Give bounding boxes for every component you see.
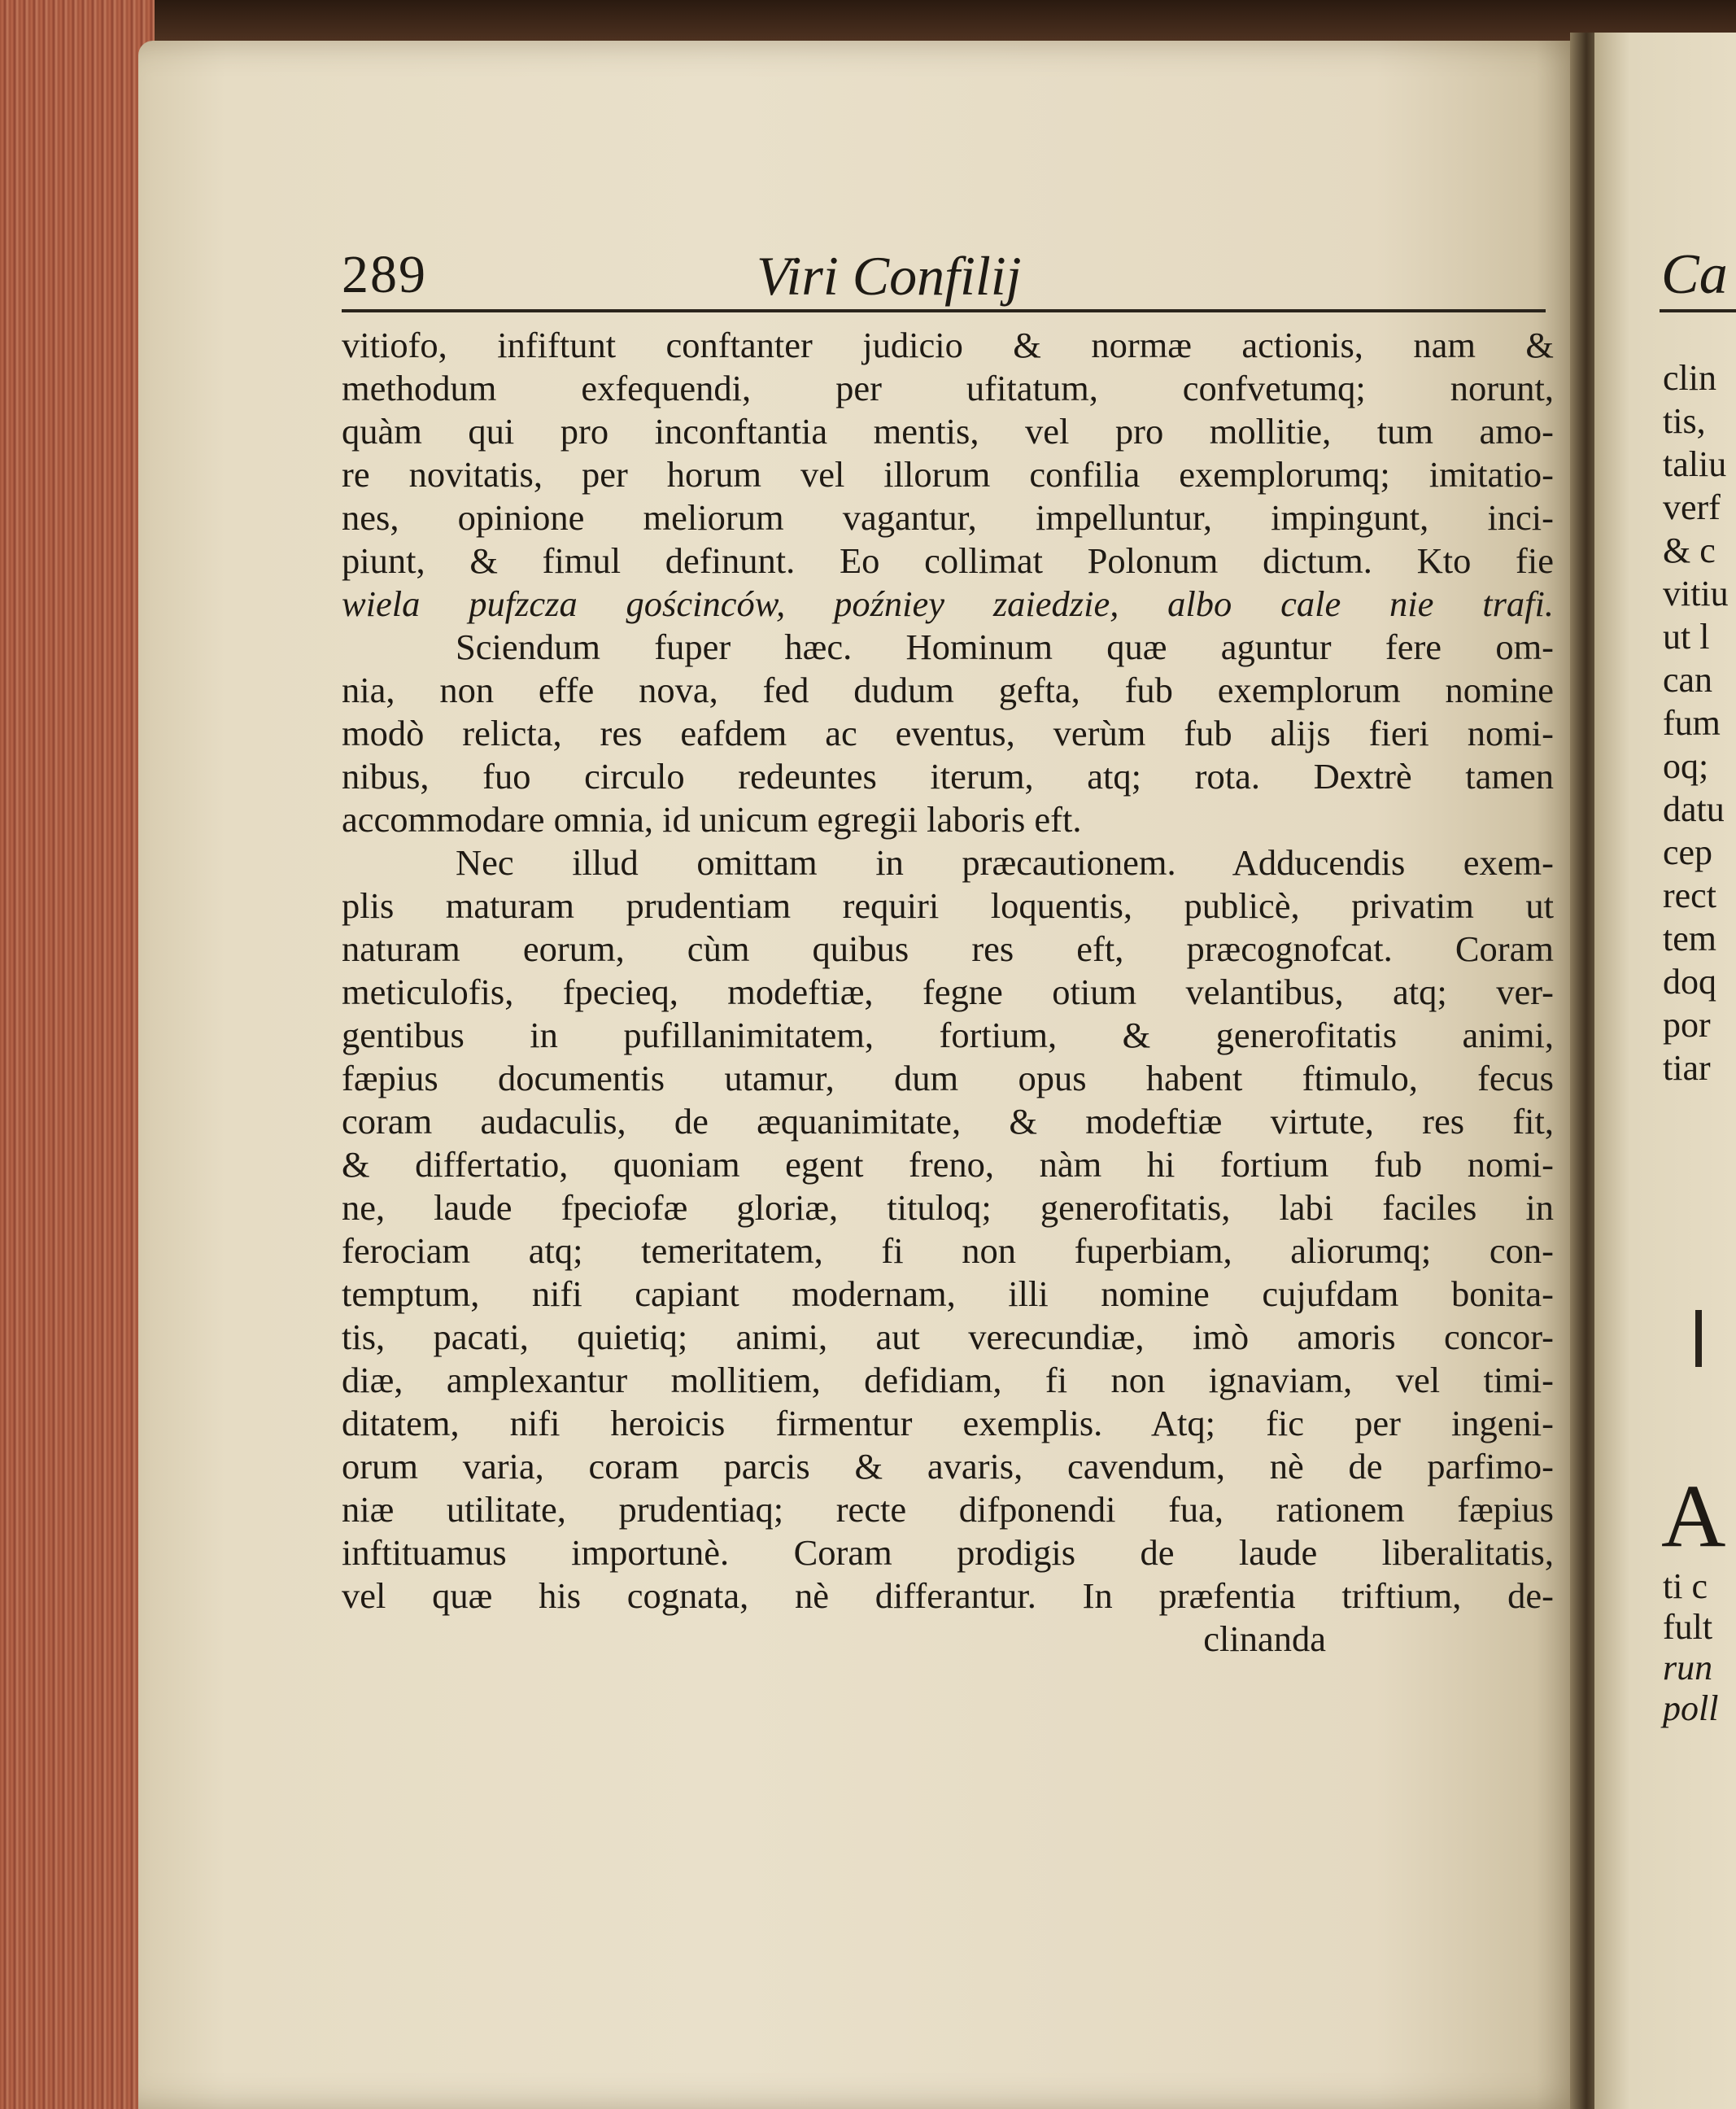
facing-line: fult — [1663, 1607, 1713, 1647]
facing-line: clin — [1663, 358, 1716, 398]
text-line: tis, pacati, quietiq; animi, aut verecundiæ, imò amoris concor- — [342, 1316, 1554, 1357]
text-line: ferociam atq; temeritatem, fi non fuperbiam, aliorumq; con- — [342, 1230, 1554, 1271]
text-line: temptum, nifi capiant modernam, illi nomine cujufdam bonita- — [342, 1273, 1554, 1314]
facing-line: fum — [1663, 703, 1721, 743]
text-line: inftituamus importunè. Coram prodigis de laude liberalitatis, — [342, 1532, 1554, 1573]
book-fore-edge — [0, 0, 155, 2109]
facing-line: tis, — [1663, 401, 1706, 441]
facing-lower-fragments — [1663, 1566, 1718, 1729]
facing-line: ti c — [1663, 1566, 1708, 1606]
text-line: diæ, amplexantur mollitiem, defidiam, fi non ignaviam, vel timi- — [342, 1360, 1554, 1400]
facing-line: por — [1663, 1005, 1711, 1045]
text-line: accommodare omnia, id unicum egregii laboris eft. — [342, 799, 1082, 840]
text-line: vitiofo, infiftunt conftanter judicio & normæ actionis, nam & — [342, 325, 1554, 365]
page-header — [342, 244, 1546, 325]
text-line-italic-quote: wiela pufzcza gościnców, poźniey zaiedzie, albo cale nie trafi. — [342, 583, 1554, 624]
facing-line: verf — [1663, 487, 1721, 527]
catchword: clinanda — [1203, 1618, 1326, 1659]
facing-line: poll — [1663, 1688, 1719, 1728]
text-line: piunt, & fimul definunt. Eo collimat Polonum dictum. Kto fie — [342, 540, 1554, 581]
facing-line: taliu — [1663, 444, 1727, 484]
text-line: re novitatis, per horum vel illorum confilia exemplorumq; imitatio- — [342, 454, 1554, 495]
text-line: Nec illud omittam in præcautionem. Adducendis exem- — [456, 842, 1554, 883]
facing-line: run — [1663, 1648, 1713, 1688]
facing-line: doq — [1663, 962, 1716, 1002]
text-line: Sciendum fuper hæc. Hominum quæ aguntur fere om- — [456, 627, 1554, 667]
header-rule — [342, 309, 1546, 312]
facing-line: & c — [1663, 531, 1716, 570]
text-line: methodum exfequendi, per ufitatum, confvetumq; norunt, — [342, 368, 1554, 408]
facing-line: ut l — [1663, 617, 1710, 657]
facing-page — [1594, 33, 1736, 2109]
page-number: 289 — [342, 245, 427, 304]
facing-line: rect — [1663, 875, 1716, 915]
text-line: gentibus in pufillanimitatem, fortium, & generofitatis animi, — [342, 1015, 1554, 1055]
text-line: nibus, fuo circulo redeuntes iterum, atq; rota. Dextrè tamen — [342, 756, 1554, 797]
facing-bracket-mark — [1695, 1310, 1702, 1367]
facing-line: vitiu — [1663, 574, 1729, 613]
text-line: quàm qui pro inconftantia mentis, vel pro mollitie, tum amo- — [342, 411, 1554, 452]
text-line: orum varia, coram parcis & avaris, cavendum, nè de parfimo- — [342, 1446, 1554, 1487]
facing-line: tem — [1663, 919, 1716, 958]
text-line: plis maturam prudentiam requiri loquentis, publicè, privatim ut — [342, 885, 1554, 926]
facing-line: tiar — [1663, 1048, 1711, 1088]
facing-initial-capital: A — [1661, 1466, 1726, 1565]
facing-line: datu — [1663, 789, 1725, 829]
text-line: naturam eorum, cùm quibus res eft, præcognofcat. Coram — [342, 928, 1554, 969]
text-line: fæpius documentis utamur, dum opus habent ftimulo, fecus — [342, 1058, 1554, 1098]
facing-line: can — [1663, 660, 1713, 700]
text-line: & differtatio, quoniam egent freno, nàm hi fortium fub nomi- — [342, 1144, 1554, 1185]
text-line: nes, opinione meliorum vagantur, impelluntur, impingunt, inci- — [342, 497, 1554, 538]
facing-header-fragment: Ca — [1661, 243, 1728, 306]
text-line: modò relicta, res eafdem ac eventus, verùm fub alijs fieri nomi- — [342, 713, 1554, 753]
text-line: meticulofis, fpecieq, modeftiæ, fegne otium velantibus, atq; ver- — [342, 972, 1554, 1012]
facing-header-rule — [1660, 309, 1736, 312]
running-title: Viri Confilij — [757, 245, 1022, 307]
facing-text-fragments — [1663, 356, 1729, 1089]
facing-line: cep — [1663, 832, 1713, 872]
text-line: nia, non effe nova, fed dudum gefta, fub exemplorum nomine — [342, 670, 1554, 710]
facing-line: oq; — [1663, 746, 1709, 786]
text-line: ditatem, nifi heroicis firmentur exemplis. Atq; fic per ingeni- — [342, 1403, 1554, 1443]
text-line: vel quæ his cognata, nè differantur. In præfentia triftium, de- — [342, 1575, 1554, 1616]
text-line: ne, laude fpeciofæ gloriæ, tituloq; generofitatis, labi faciles in — [342, 1187, 1554, 1228]
text-line: coram audaculis, de æquanimitate, & modeftiæ virtute, res fit, — [342, 1101, 1554, 1142]
body-text — [342, 324, 1554, 1661]
text-line: niæ utilitate, prudentiaq; recte difponendi fua, rationem fæpius — [342, 1489, 1554, 1530]
